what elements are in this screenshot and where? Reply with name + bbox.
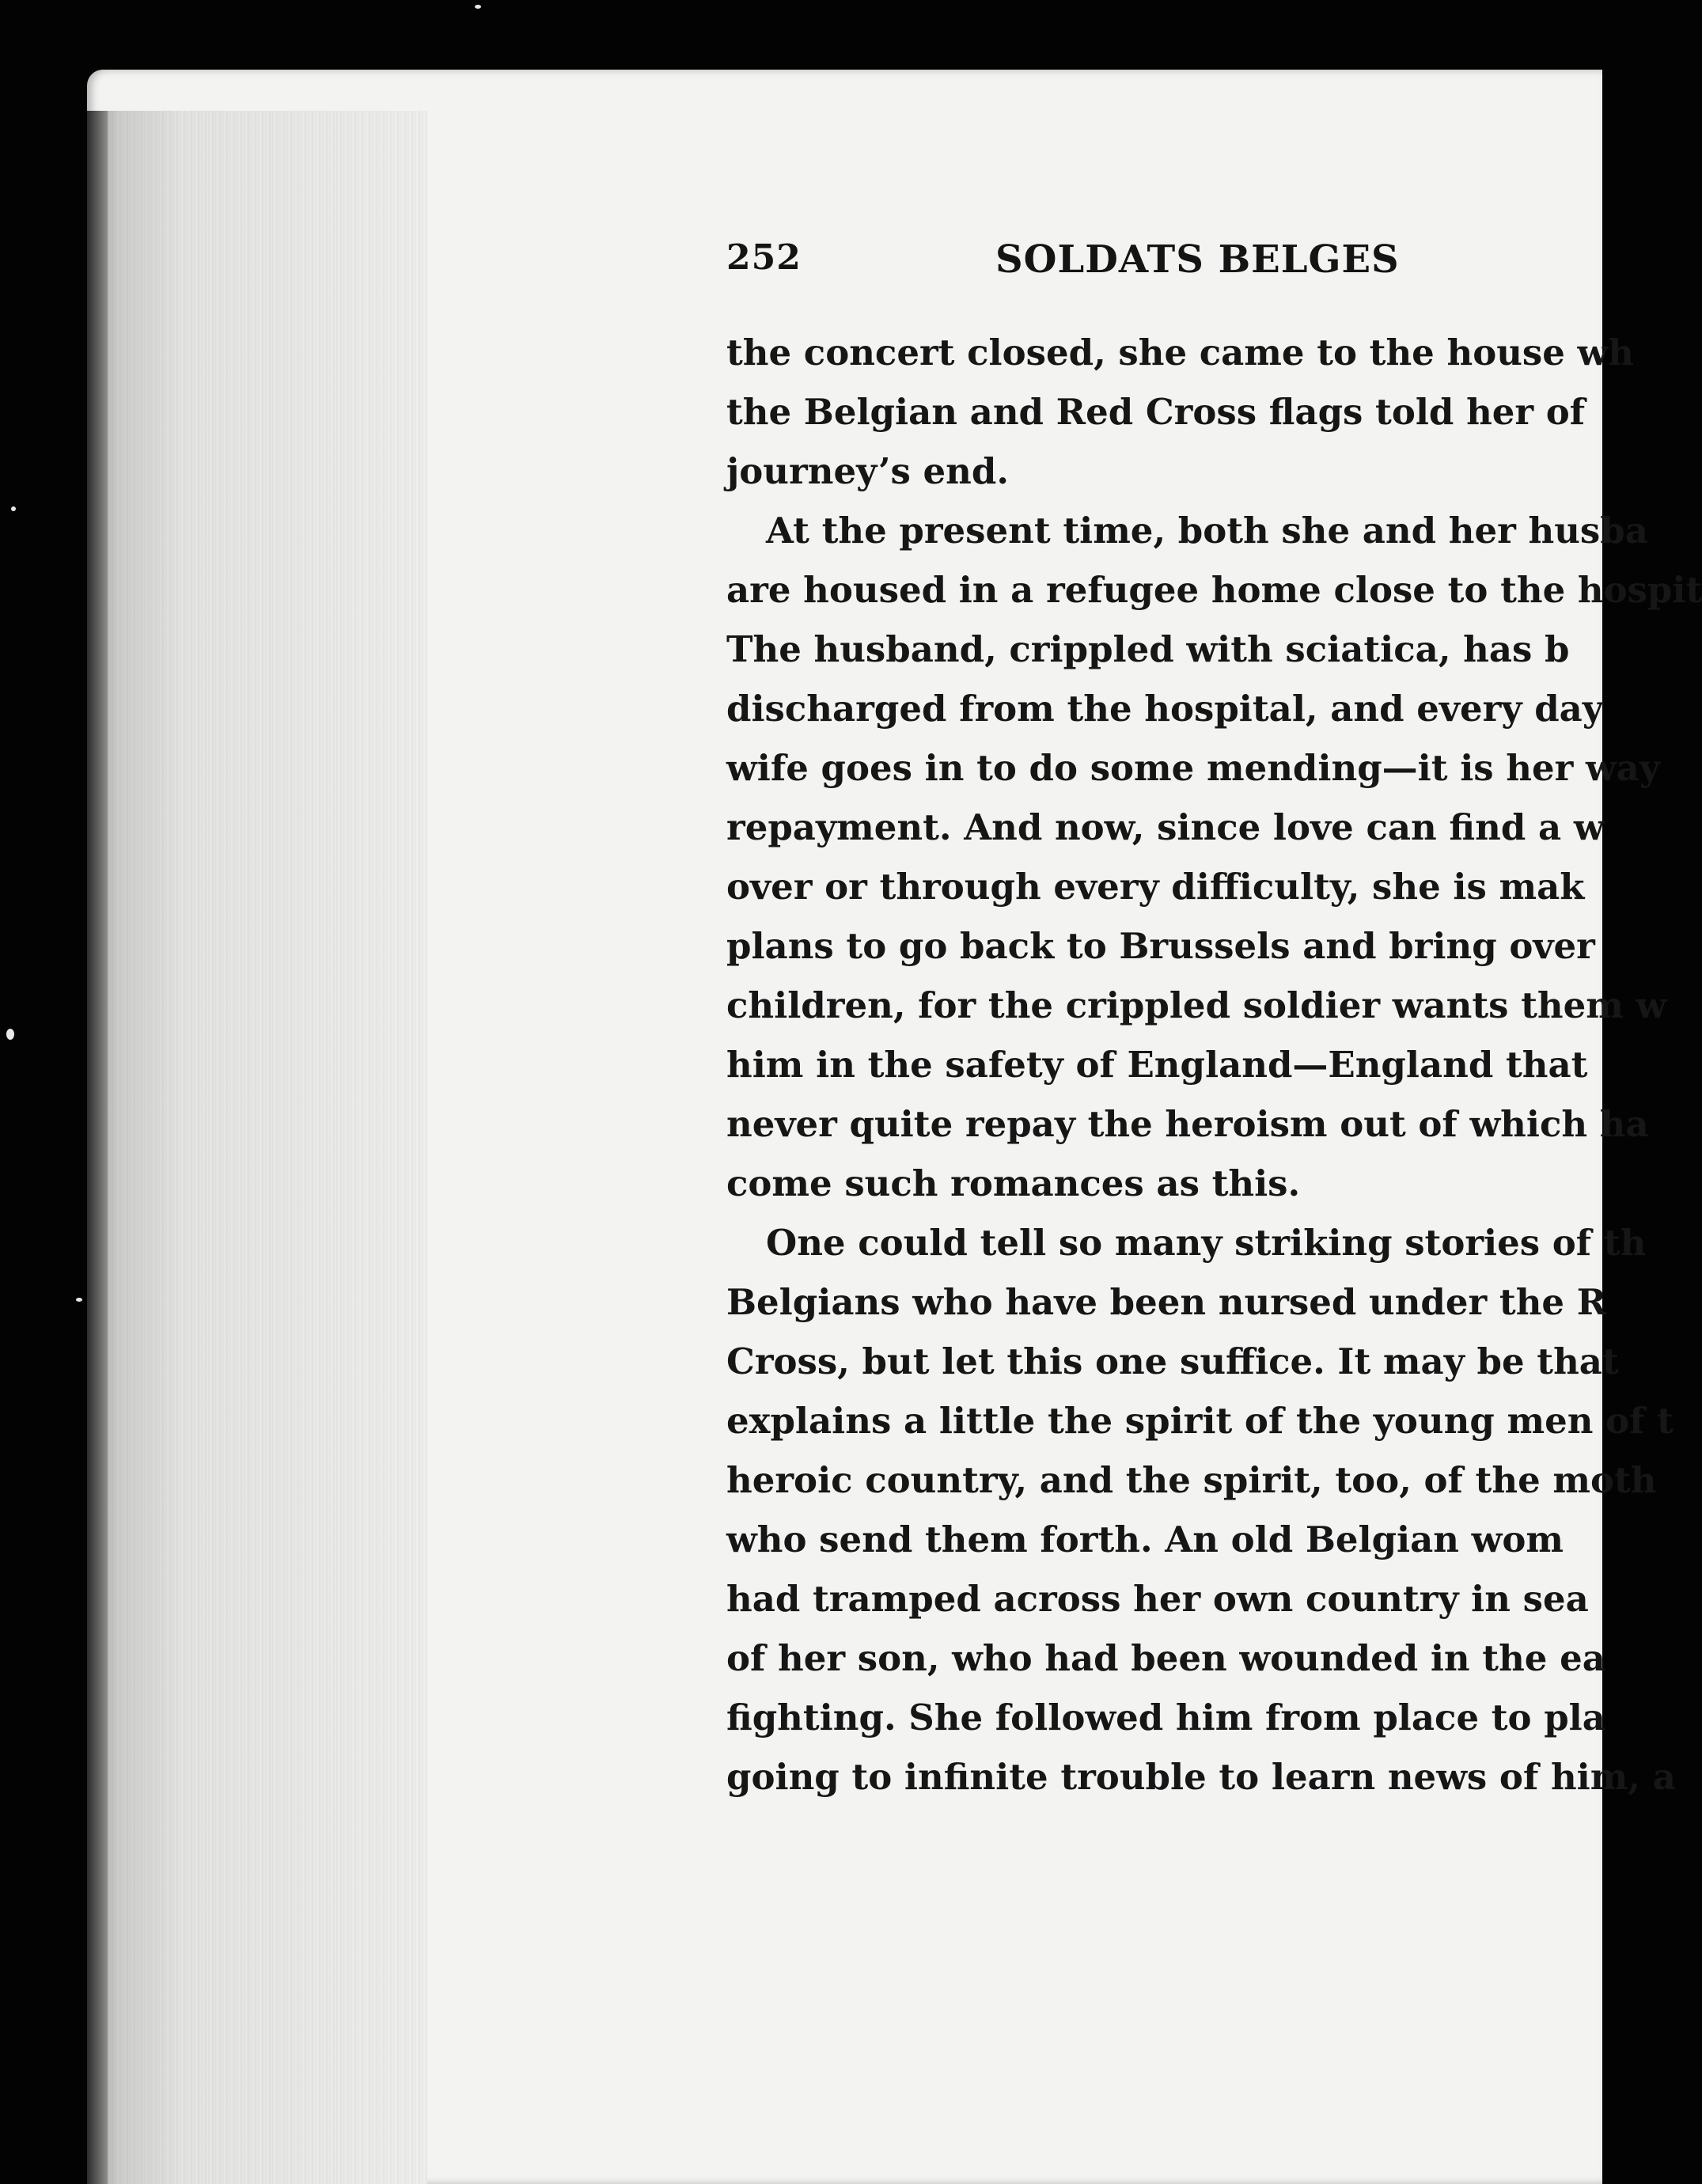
text-line: going to infinite trouble to learn news of him, a [726, 1756, 1676, 1798]
page-edges [87, 111, 427, 2184]
text-line: discharged from the hospital, and every day [726, 688, 1603, 730]
text-line: the Belgian and Red Cross flags told her of [726, 391, 1586, 433]
text-line: explains a little the spirit of the young men of t [726, 1400, 1674, 1442]
text-line: fighting. She followed him from place to pla [726, 1697, 1605, 1738]
text-line: heroic country, and the spirit, too, of the moth [726, 1459, 1657, 1501]
film-speck [11, 506, 16, 511]
text-line: At the present time, both she and her husba [766, 510, 1648, 552]
text-line: are housed in a refugee home close to the hospit [726, 569, 1702, 611]
text-line: Belgians who have been nursed under the R [726, 1281, 1607, 1323]
film-speck [76, 1298, 82, 1302]
text-line: the concert closed, she came to the house wh [726, 332, 1635, 373]
text-line: repayment. And now, since love can find a w [726, 806, 1605, 848]
text-line: who send them forth. An old Belgian wom [726, 1519, 1564, 1560]
text-line: over or through every difficulty, she is mak [726, 866, 1585, 908]
text-line: plans to go back to Brussels and bring over [726, 925, 1595, 967]
body-text [726, 323, 1702, 1807]
page-header [726, 237, 1602, 293]
text-line: journey’s end. [726, 450, 1010, 492]
film-speck [475, 5, 481, 9]
text-line: Cross, but let this one suffice. It may be that [726, 1340, 1619, 1382]
binding-shadow [87, 111, 108, 2184]
page-number: 252 [726, 237, 802, 278]
text-line: never quite repay the heroism out of which ha [726, 1103, 1649, 1145]
text-line: children, for the crippled soldier wants them w [726, 984, 1667, 1026]
text-line: come such romances as this. [726, 1162, 1301, 1204]
running-title: SOLDATS BELGES [995, 237, 1400, 282]
film-speck [6, 1029, 14, 1040]
text-line: him in the safety of England—England that [726, 1044, 1588, 1086]
text-line: had tramped across her own country in sea [726, 1578, 1589, 1620]
text-line: of her son, who had been wounded in the ea [726, 1637, 1605, 1679]
text-line: The husband, crippled with sciatica, has b [726, 628, 1570, 670]
text-line: One could tell so many striking stories of th [766, 1222, 1647, 1264]
text-line: wife goes in to do some mending—it is her way [726, 747, 1661, 789]
